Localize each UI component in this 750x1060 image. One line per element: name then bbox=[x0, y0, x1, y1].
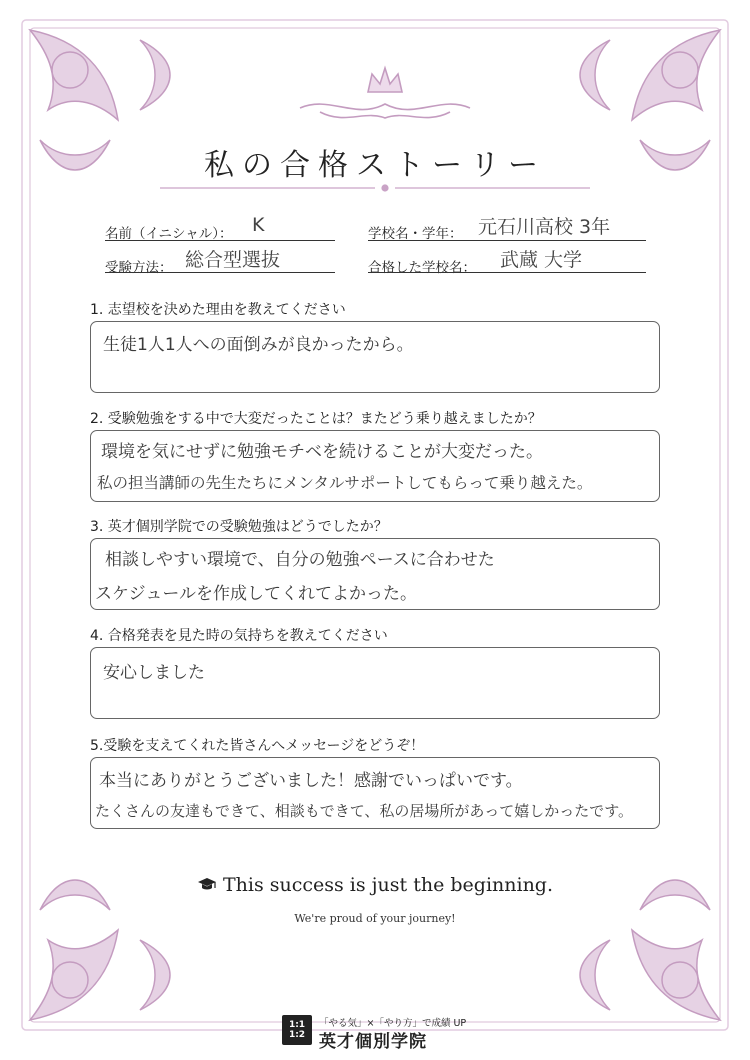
graduation-cap-icon bbox=[197, 876, 217, 898]
answer-line: 本当にありがとうございました！感謝でいっぱいです。 bbox=[99, 771, 523, 791]
passed-value: 武蔵 大学 bbox=[500, 249, 583, 271]
question-2-answer-box bbox=[90, 430, 660, 502]
answer-line: スケジュールを作成してくれてよかった。 bbox=[95, 584, 417, 604]
passed-underline bbox=[368, 272, 646, 273]
brand-logo: 1:1 1:2 bbox=[282, 1015, 312, 1045]
school-label: 学校名・学年： bbox=[368, 226, 463, 242]
subline: We're proud of your journey! bbox=[294, 912, 456, 925]
answer-line: 環境を気にせずに勉強モチベを続けることが大変だった。 bbox=[101, 442, 543, 462]
question-3-label: 3. 英才個別学院での受験勉強はどうでしたか？ bbox=[90, 519, 388, 535]
corner-ornament-bottom-right bbox=[580, 880, 720, 1020]
question-3-answer-box bbox=[90, 538, 660, 610]
answer-line: 生徒1人1人への面倒みが良かったから。 bbox=[103, 335, 414, 355]
answer-line: 私の担当講師の先生たちにメンタルサポートしてもらって乗り越えた。 bbox=[97, 474, 593, 492]
tagline bbox=[0, 874, 750, 898]
question-5-label: 5.受験を支えてくれた皆さんへメッセージをどうぞ！ bbox=[90, 738, 425, 754]
brand-tagline: 「やる気」×「やり方」で成績 UP bbox=[319, 1018, 467, 1029]
answer-line: 相談しやすい環境で、自分の勉強ペースに合わせた bbox=[105, 550, 495, 570]
method-value: 総合型選抜 bbox=[185, 249, 281, 271]
passed-label: 合格した学校名： bbox=[368, 260, 476, 276]
name-underline bbox=[105, 240, 335, 241]
name-value: K bbox=[252, 214, 265, 236]
tagline-text: This success is just the beginning. bbox=[222, 874, 554, 896]
question-5-answer-box bbox=[90, 757, 660, 829]
name-label: 名前（イニシャル）： bbox=[105, 226, 233, 242]
page-title: 私の合格ストーリー bbox=[204, 148, 546, 183]
question-1-answer-box bbox=[90, 321, 660, 393]
crown-ornament bbox=[300, 68, 470, 118]
answer-line: たくさんの友達もできて、相談もできて、私の居場所があって嬉しかったです。 bbox=[95, 802, 634, 820]
title-divider bbox=[160, 185, 590, 191]
answer-line: 安心しました bbox=[103, 663, 205, 683]
brand-name: 英才個別学院 bbox=[319, 1032, 427, 1052]
method-underline bbox=[105, 272, 335, 273]
brand-block bbox=[282, 1013, 482, 1052]
corner-ornament-bottom-left bbox=[30, 880, 170, 1020]
method-label: 受験方法： bbox=[105, 260, 173, 276]
school-underline bbox=[368, 240, 646, 241]
school-value: 元石川高校 3年 bbox=[478, 216, 611, 238]
question-4-label: 4. 合格発表を見た時の気持ちを教えてください bbox=[90, 628, 388, 644]
question-1-label: 1. 志望校を決めた理由を教えてください bbox=[90, 302, 346, 318]
question-2-label: 2. 受験勉強をする中で大変だったことは？またどう乗り越えましたか？ bbox=[90, 411, 542, 427]
question-4-answer-box bbox=[90, 647, 660, 719]
